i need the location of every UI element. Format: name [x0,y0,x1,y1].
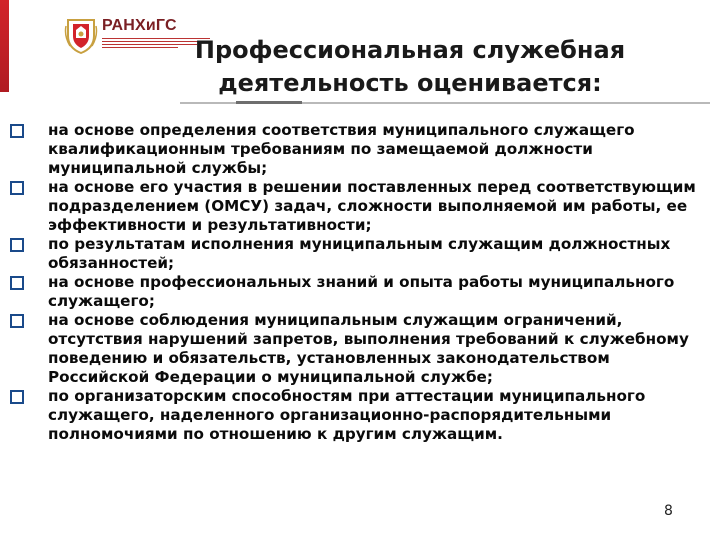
criteria-list [8,121,698,444]
hollow-square-icon [10,124,24,138]
left-accent-bar [0,0,9,92]
title-line-1: Профессиональная служебная [194,36,626,64]
hollow-square-icon [10,276,24,290]
list-item-text: по организаторским способностям при аттестации муниципального служащего, наделенного организационно-распорядительными полномочиями по отношению к другим служащим. [48,387,646,443]
ranepa-emblem-icon [64,14,98,54]
page-number: 8 [664,503,673,519]
logo-name: РАНХиГС [102,17,177,34]
title-divider-accent [236,101,302,104]
title-line-2: деятельность оценивается: [218,69,602,97]
list-item-text: на основе его участия в решении поставленных перед соответствующим подразделением (ОМСУ) задач, сложности выполняемой им работы, ее эффективности и результативности; [48,178,696,234]
list-item-text: на основе профессиональных знаний и опыта работы муниципального служащего; [48,273,675,310]
page-title [140,34,680,100]
hollow-square-icon [10,181,24,195]
hollow-square-icon [10,238,24,252]
list-item [8,387,698,444]
hollow-square-icon [10,390,24,404]
list-item [8,273,698,311]
list-item [8,311,698,387]
list-item-text: на основе соблюдения муниципальным служащим ограничений, отсутствия нарушений запретов, выполнения требований к служебному поведению и обязательств, установленных законодательством Российской Федерации о муниципальной службе; [48,311,689,386]
list-item-text: по результатам исполнения муниципальным служащим должностных обязанностей; [48,235,671,272]
list-item [8,235,698,273]
list-item-text: на основе определения соответствия муниципального служащего квалификационным требованиям по замещаемой должности муниципальной службы; [48,121,635,177]
hollow-square-icon [10,314,24,328]
list-item [8,178,698,235]
list-item [8,121,698,178]
